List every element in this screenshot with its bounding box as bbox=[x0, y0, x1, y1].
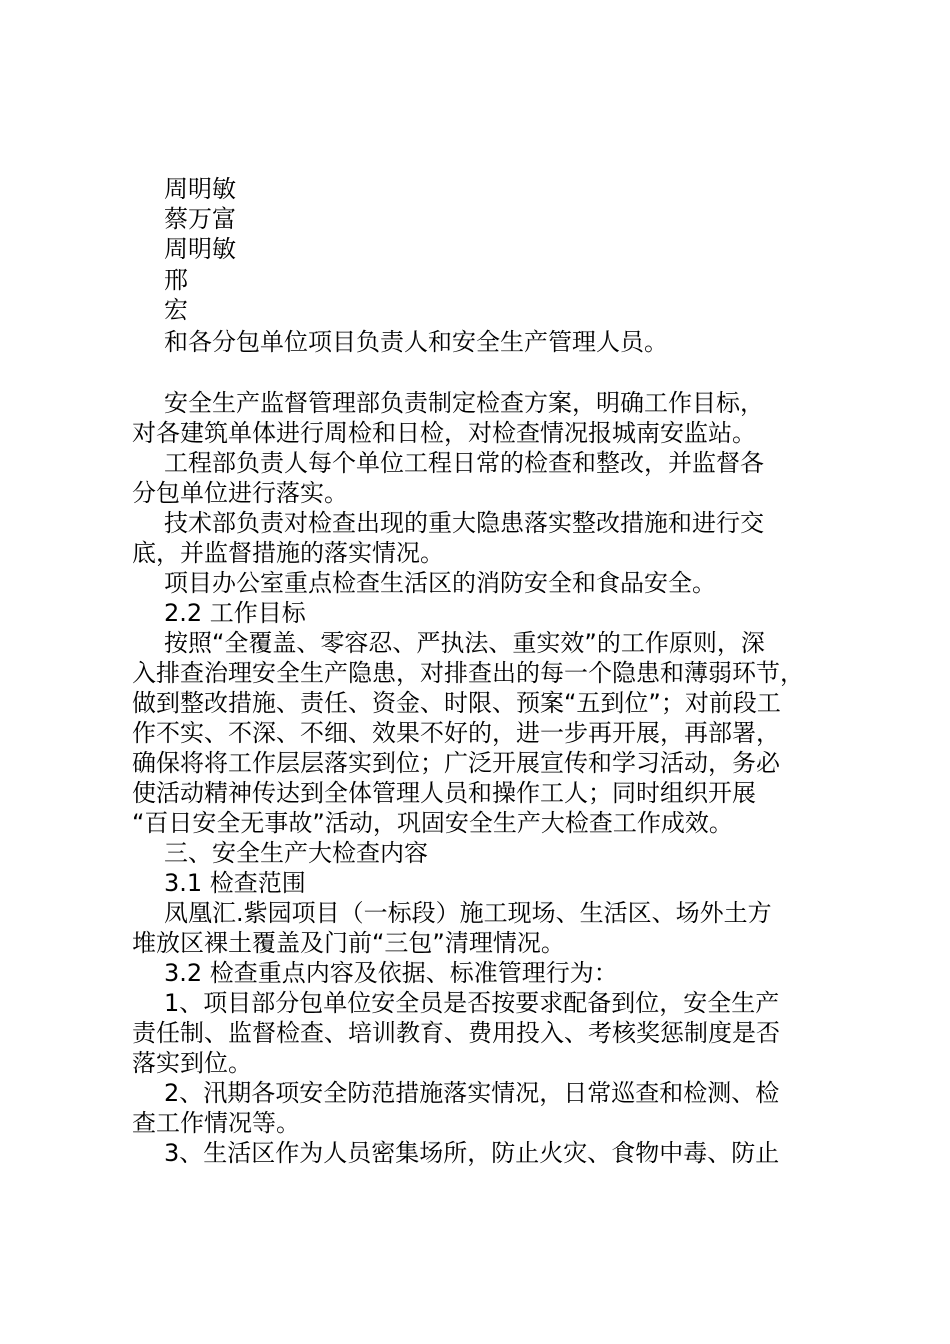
paragraph-line: 分包单位进行落实。 bbox=[132, 479, 348, 507]
paragraph-line: 入排查治理安全生产隐患，对排查出的每一个隐患和薄弱环节， bbox=[132, 659, 804, 687]
paragraph-line: 作不实、不深、不细、效果不好的，进一步再开展，再部署， bbox=[132, 719, 780, 747]
name-line: 邢 bbox=[164, 266, 188, 294]
paragraph-line: 对各建筑单体进行周检和日检，对检查情况报城南安监站。 bbox=[132, 419, 756, 447]
name-line: 周明敏 bbox=[164, 175, 236, 203]
section-heading: 3.1 检查范围 bbox=[164, 869, 306, 897]
paragraph-line: 做到整改措施、责任、资金、时限、预案“五到位”；对前段工 bbox=[132, 689, 781, 717]
paragraph-line: 责任制、监督检查、培训教育、费用投入、考核奖惩制度是否 bbox=[132, 1019, 780, 1047]
paragraph-line: 工程部负责人每个单位工程日常的检查和整改，并监督各 bbox=[164, 449, 764, 477]
paragraph-line: 确保将将工作层层落实到位；广泛开展宣传和学习活动，务必 bbox=[132, 749, 780, 777]
name-line: 宏 bbox=[164, 296, 188, 324]
paragraph-line: 项目办公室重点检查生活区的消防安全和食品安全。 bbox=[164, 569, 716, 597]
paragraph-line: 3、生活区作为人员密集场所，防止火灾、食物中毒、防止 bbox=[164, 1139, 780, 1167]
paragraph-line: 凤凰汇.紫园项目（一标段）施工现场、生活区、场外土方 bbox=[164, 899, 772, 927]
paragraph-line: 查工作情况等。 bbox=[132, 1109, 300, 1137]
paragraph-line: 技术部负责对检查出现的重大隐患落实整改措施和进行交 bbox=[164, 509, 764, 537]
paragraph-line: 安全生产监督管理部负责制定检查方案，明确工作目标， bbox=[164, 389, 764, 417]
section-heading: 3.2 检查重点内容及依据、标准管理行为： bbox=[164, 959, 618, 987]
name-line: 蔡万富 bbox=[164, 205, 236, 233]
section-heading: 2.2 工作目标 bbox=[164, 599, 306, 627]
name-line: 周明敏 bbox=[164, 235, 236, 263]
paragraph-line: 使活动精神传达到全体管理人员和操作工人；同时组织开展 bbox=[132, 779, 756, 807]
section-heading: 三、安全生产大检查内容 bbox=[164, 839, 428, 867]
paragraph-line: 落实到位。 bbox=[132, 1049, 252, 1077]
paragraph-line: “百日安全无事故”活动，巩固安全生产大检查工作成效。 bbox=[132, 809, 733, 837]
paragraph-line: 2、汛期各项安全防范措施落实情况，日常巡查和检测、检 bbox=[164, 1079, 780, 1107]
paragraph-line: 1、项目部分包单位安全员是否按要求配备到位，安全生产 bbox=[164, 989, 780, 1017]
paragraph-line: 和各分包单位项目负责人和安全生产管理人员。 bbox=[164, 328, 668, 356]
paragraph-line: 底，并监督措施的落实情况。 bbox=[132, 539, 444, 567]
paragraph-line: 按照“全覆盖、零容忍、严执法、重实效”的工作原则，深 bbox=[164, 629, 765, 657]
paragraph-line: 堆放区裸土覆盖及门前“三包”清理情况。 bbox=[132, 929, 565, 957]
